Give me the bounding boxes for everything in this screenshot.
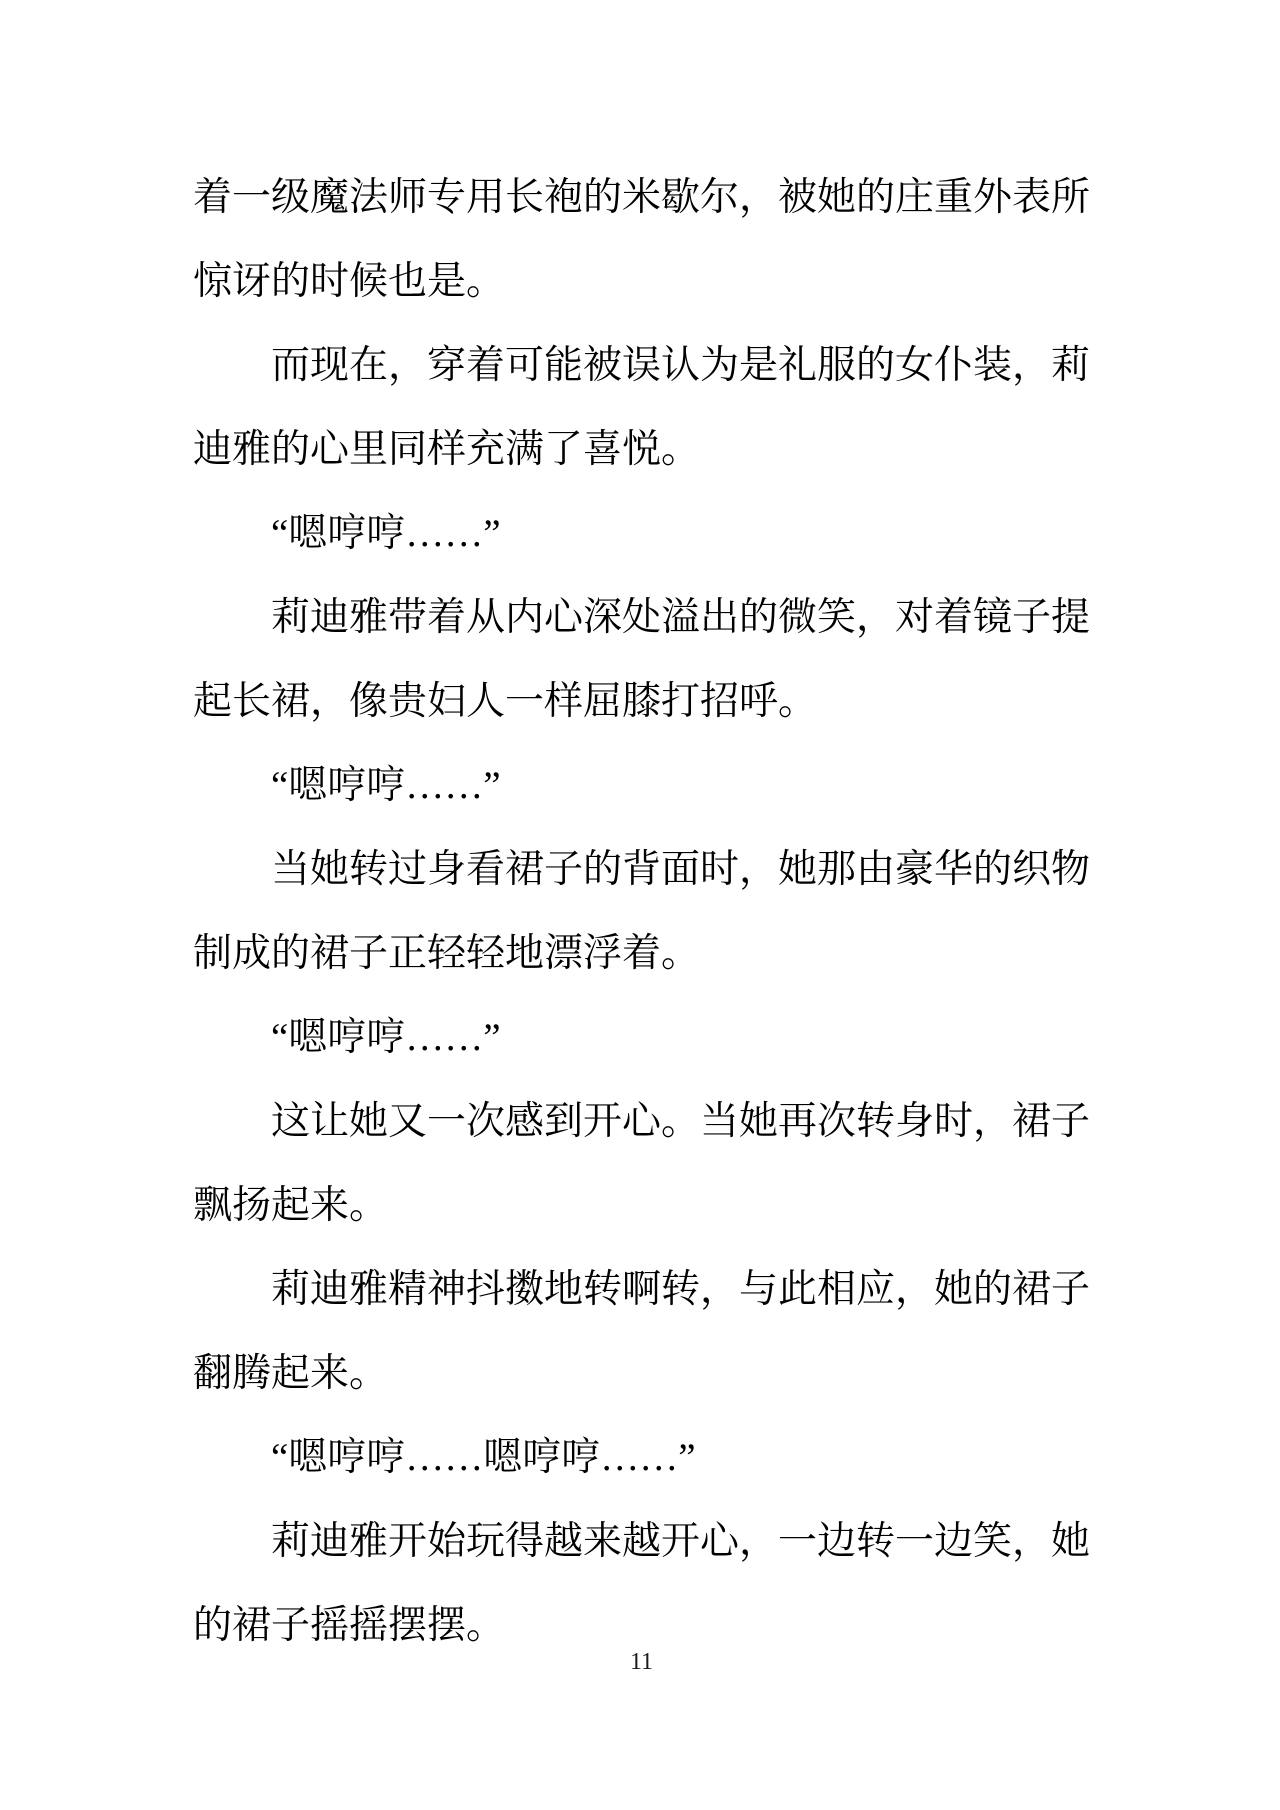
text-line: 起长裙，像贵妇人一样屈膝打招呼。 [193, 680, 818, 723]
text-line: 的裙子摇摇摆摆。 [193, 1604, 506, 1647]
text-line: 着一级魔法师专用长袍的米歇尔，被她的庄重外表所 [193, 176, 1091, 219]
text-line: 惊讶的时候也是。 [193, 260, 506, 303]
text-line: 翻腾起来。 [193, 1352, 389, 1395]
text-line: “嗯哼哼……” [271, 512, 501, 555]
text-line: 这让她又一次感到开心。当她再次转身时，裙子 [271, 1100, 1091, 1143]
text-line: “嗯哼哼……” [271, 764, 501, 807]
text-line: 飘扬起来。 [193, 1184, 389, 1227]
text-line: 当她转过身看裙子的背面时，她那由豪华的织物 [271, 848, 1091, 891]
text-line: “嗯哼哼……嗯哼哼……” [271, 1436, 696, 1479]
text-line: 莉迪雅带着从内心深处溢出的微笑，对着镜子提 [271, 596, 1091, 639]
page-footer [193, 1648, 1090, 1676]
text-line: 莉迪雅开始玩得越来越开心，一边转一边笑，她 [271, 1520, 1091, 1563]
text-line: 莉迪雅精神抖擞地转啊转，与此相应，她的裙子 [271, 1268, 1091, 1311]
page-text [193, 156, 1090, 1668]
page-number: 11 [629, 1649, 654, 1675]
text-line: “嗯哼哼……” [271, 1016, 501, 1059]
text-line: 制成的裙子正轻轻地漂浮着。 [193, 932, 701, 975]
text-line: 而现在，穿着可能被误认为是礼服的女仆装，莉 [271, 344, 1091, 387]
text-line: 迪雅的心里同样充满了喜悦。 [193, 428, 701, 471]
